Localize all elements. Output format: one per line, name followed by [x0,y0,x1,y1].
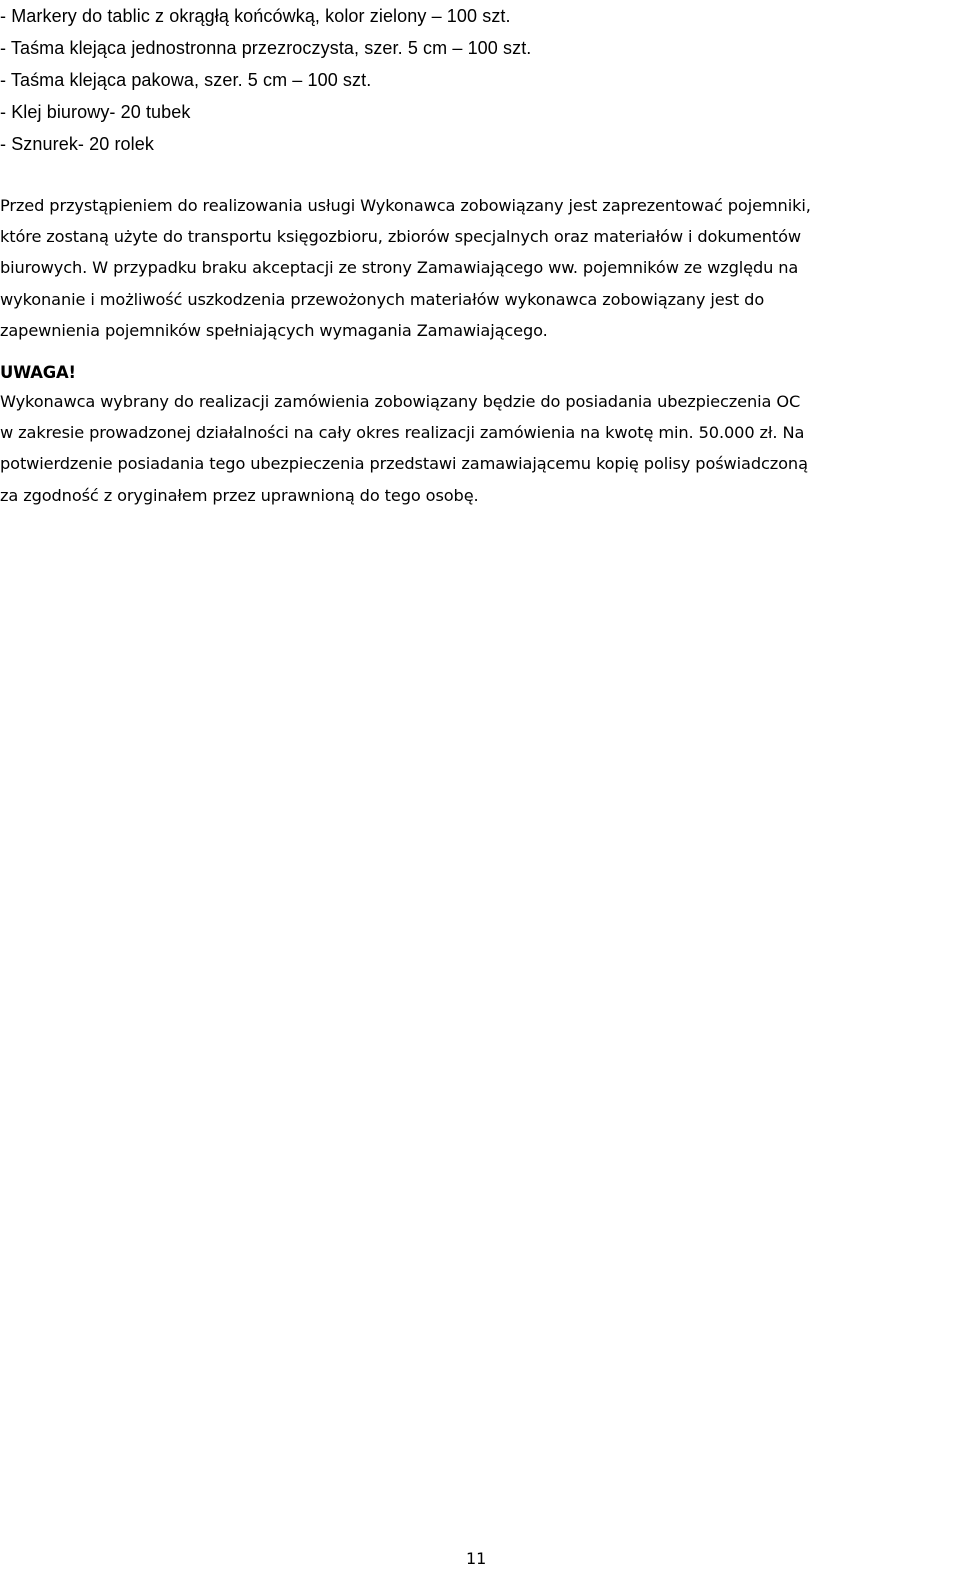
list-item: - Sznurek- 20 rolek [0,134,154,154]
paragraph-line: za zgodność z oryginałem przez uprawnioną do tego osobę. [0,485,479,505]
paragraph-line: w zakresie prowadzonej działalności na cały okres realizacji zamówienia na kwotę min. 50.000 zł. Na [0,423,805,443]
paragraph-line: potwierdzenie posiadania tego ubezpieczenia przedstawi zamawiającemu kopię polisy poświadczoną [0,454,808,474]
paragraph-line: zapewnienia pojemników spełniających wymagania Zamawiającego. [0,320,548,340]
warning-heading: UWAGA! [0,363,76,382]
paragraph-line: Wykonawca wybrany do realizacji zamówienia zobowiązany będzie do posiadania ubezpieczenia OC [0,392,801,411]
paragraph-line: które zostaną użyte do transportu księgozbioru, zbiorów specjalnych oraz materiałów i dokumentów [0,227,801,247]
paragraph-line: biurowych. W przypadku braku akceptacji ze strony Zamawiającego ww. pojemników ze względu na [0,258,799,278]
supply-list [0,0,940,160]
list-item: - Taśma klejąca jednostronna przezroczysta, szer. 5 cm – 100 szt. [0,38,532,58]
list-item: - Markery do tablic z okrągłą końcówką, kolor zielony – 100 szt. [0,6,511,26]
insurance-paragraph [0,386,958,511]
list-item: - Klej biurowy- 20 tubek [0,102,191,122]
list-item: - Taśma klejąca pakowa, szer. 5 cm – 100 szt. [0,70,372,90]
paragraph-line: Przed przystąpieniem do realizowania usługi Wykonawca zobowiązany jest zaprezentować pojemniki, [0,196,811,215]
containers-paragraph [0,190,958,346]
page-number: 11 [466,1549,487,1568]
paragraph-line: wykonanie i możliwość uszkodzenia przewożonych materiałów wykonawca zobowiązany jest do [0,289,765,309]
